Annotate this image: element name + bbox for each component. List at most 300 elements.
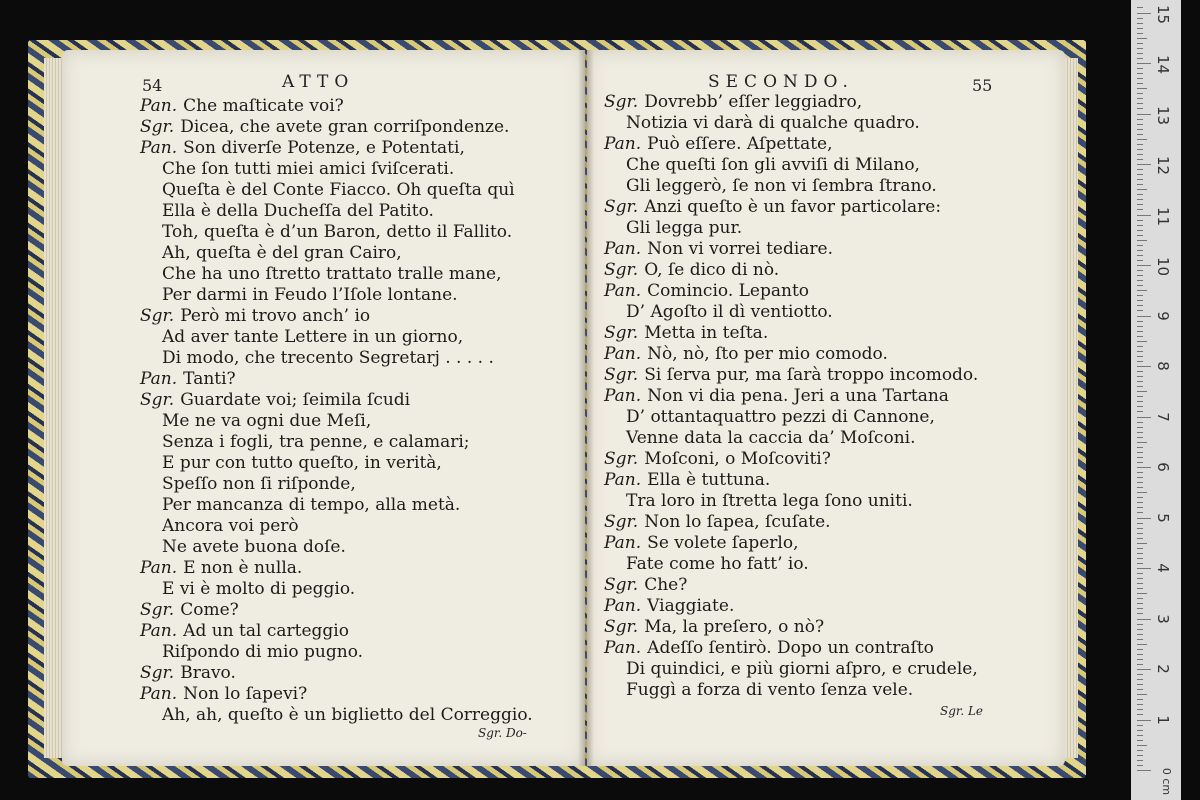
ruler-number: 7 bbox=[1154, 411, 1172, 422]
ruler-tick bbox=[1137, 523, 1143, 524]
ruler-tick bbox=[1137, 194, 1143, 195]
verse-line bbox=[140, 180, 560, 201]
verse-line bbox=[604, 113, 1004, 134]
ruler-tick bbox=[1137, 351, 1143, 352]
ruler-tick bbox=[1137, 417, 1151, 418]
ruler-tick bbox=[1137, 189, 1147, 190]
verse-line bbox=[604, 491, 1004, 512]
ruler-number: 3 bbox=[1154, 613, 1172, 624]
speaker-label: Sgr. bbox=[140, 117, 175, 137]
right-page-number: 55 bbox=[972, 76, 993, 95]
verse-text: Venne data la caccia da’ Moſconi. bbox=[626, 428, 916, 448]
verse-text: E vi è molto di peggio. bbox=[162, 579, 356, 599]
verse-line bbox=[604, 680, 1004, 701]
ruler-tick bbox=[1137, 199, 1143, 200]
ruler-tick bbox=[1137, 538, 1143, 539]
verse-line bbox=[140, 411, 560, 432]
ruler-tick bbox=[1137, 366, 1151, 367]
ruler-tick bbox=[1137, 593, 1147, 594]
speaker-label: Sgr. bbox=[140, 663, 175, 683]
ruler-tick bbox=[1137, 684, 1143, 685]
verse-line bbox=[604, 659, 1004, 680]
ruler-tick bbox=[1137, 93, 1143, 94]
ruler-tick bbox=[1137, 250, 1143, 251]
verse-text: Può eſſere. Aſpettate, bbox=[647, 134, 833, 154]
ruler-tick bbox=[1137, 43, 1143, 44]
verse-line bbox=[140, 348, 560, 369]
ruler-tick bbox=[1137, 714, 1143, 715]
verse-text: Però mi trovo anch’ io bbox=[180, 306, 371, 326]
ruler-number: 2 bbox=[1154, 664, 1172, 674]
ruler-tick bbox=[1137, 588, 1143, 589]
ruler-tick bbox=[1137, 649, 1143, 650]
ruler-tick bbox=[1137, 371, 1143, 372]
ruler-tick bbox=[1137, 578, 1143, 579]
ruler-tick bbox=[1137, 321, 1143, 322]
ruler-tick bbox=[1137, 98, 1143, 99]
verse-text: Dicea, che avete gran corriſpondenze. bbox=[180, 117, 510, 137]
verse-line bbox=[140, 201, 560, 222]
ruler-tick bbox=[1137, 209, 1143, 210]
ruler-tick bbox=[1137, 745, 1147, 746]
verse-line bbox=[140, 222, 560, 243]
verse-text: Tra loro in ſtretta lega ſono uniti. bbox=[626, 491, 913, 511]
verse-line bbox=[140, 285, 560, 306]
verse-line bbox=[140, 579, 560, 600]
ruler-tick bbox=[1137, 285, 1143, 286]
verse-line bbox=[140, 96, 560, 117]
ruler-tick bbox=[1137, 568, 1151, 569]
ruler-tick bbox=[1137, 275, 1143, 276]
verse-line bbox=[140, 663, 560, 684]
ruler-tick bbox=[1137, 603, 1143, 604]
speaker-label: Pan. bbox=[604, 239, 642, 259]
ruler-tick bbox=[1137, 699, 1143, 700]
verse-text: Fate come ho fatt’ io. bbox=[626, 554, 809, 574]
ruler-unit-label: 0 cm bbox=[1160, 767, 1174, 796]
ruler-tick bbox=[1137, 735, 1143, 736]
verse-line bbox=[140, 327, 560, 348]
verse-text: Ad aver tante Lettere in un giorno, bbox=[162, 327, 464, 347]
ruler-tick bbox=[1137, 255, 1143, 256]
ruler-tick bbox=[1137, 220, 1143, 221]
verse-line bbox=[604, 428, 1004, 449]
ruler-tick bbox=[1137, 674, 1143, 675]
ruler-tick bbox=[1137, 573, 1143, 574]
book-gutter bbox=[578, 50, 594, 766]
ruler-tick bbox=[1137, 73, 1143, 74]
ruler-tick bbox=[1137, 13, 1151, 14]
ruler-tick bbox=[1137, 760, 1143, 761]
ruler-tick bbox=[1137, 452, 1143, 453]
verse-text: Notizia vi darà di qualche quadro. bbox=[626, 113, 920, 133]
verse-text: Dovrebb’ eſſer leggiadro, bbox=[644, 92, 863, 112]
verse-text: Che ha uno ſtretto trattato tralle mane, bbox=[162, 264, 502, 284]
ruler-tick bbox=[1137, 533, 1143, 534]
verse-text: Ella è tuttuna. bbox=[647, 470, 771, 490]
right-catchword: Sgr. Le bbox=[940, 704, 984, 718]
verse-text: Bravo. bbox=[180, 663, 236, 683]
speaker-label: Sgr. bbox=[604, 365, 639, 385]
verse-line bbox=[140, 705, 560, 726]
ruler-tick bbox=[1137, 583, 1143, 584]
ruler-tick bbox=[1137, 543, 1147, 544]
ruler-tick bbox=[1137, 78, 1143, 79]
verse-text: Comincio. Lepanto bbox=[647, 281, 810, 301]
ruler-tick bbox=[1137, 331, 1143, 332]
ruler-tick bbox=[1137, 290, 1147, 291]
ruler-tick bbox=[1137, 164, 1151, 165]
verse-line bbox=[604, 323, 1004, 344]
ruler-tick bbox=[1137, 215, 1151, 216]
ruler-tick bbox=[1137, 765, 1143, 766]
verse-line bbox=[604, 281, 1004, 302]
verse-text: Ella è della Ducheſſa del Patito. bbox=[162, 201, 434, 221]
verse-text: Non lo ſapevi? bbox=[183, 684, 308, 704]
verse-line bbox=[140, 138, 560, 159]
verse-text: Non lo ſapea, ſcuſate. bbox=[644, 512, 831, 532]
ruler-tick bbox=[1137, 563, 1143, 564]
ruler-tick bbox=[1137, 492, 1147, 493]
ruler-tick bbox=[1137, 613, 1143, 614]
ruler-tick bbox=[1137, 265, 1151, 266]
verse-text: Ad un tal carteggio bbox=[183, 621, 349, 641]
verse-text: Speſſo non ſi riſponde, bbox=[162, 474, 356, 494]
verse-text: Me ne va ogni due Meſi, bbox=[162, 411, 372, 431]
ruler-tick bbox=[1137, 230, 1143, 231]
verse-line bbox=[604, 176, 1004, 197]
verse-line bbox=[140, 642, 560, 663]
right-page-text bbox=[604, 92, 1004, 701]
ruler-tick bbox=[1137, 139, 1147, 140]
speaker-label: Sgr. bbox=[140, 306, 175, 326]
verse-text: Riſpondo di mio pugno. bbox=[162, 642, 364, 662]
ruler-tick bbox=[1137, 512, 1143, 513]
verse-text: Di modo, che trecento Segretarj . . . . . bbox=[162, 348, 494, 368]
verse-text: Metta in teſta. bbox=[644, 323, 769, 343]
ruler-tick bbox=[1137, 154, 1143, 155]
verse-text: Per darmi in Feudo l’Iſole lontane. bbox=[162, 285, 458, 305]
ruler-tick bbox=[1137, 225, 1143, 226]
ruler-tick bbox=[1137, 134, 1143, 135]
verse-line bbox=[140, 306, 560, 327]
verse-line bbox=[604, 449, 1004, 470]
ruler-tick bbox=[1137, 730, 1143, 731]
verse-text: Che ſon tutti miei amici ſviſcerati. bbox=[162, 159, 455, 179]
ruler-tick bbox=[1137, 553, 1143, 554]
ruler-tick bbox=[1137, 432, 1143, 433]
ruler-tick bbox=[1137, 108, 1143, 109]
verse-line bbox=[140, 453, 560, 474]
verse-text: Nò, nò, ſto per mio comodo. bbox=[647, 344, 888, 364]
verse-line bbox=[140, 117, 560, 138]
ruler-tick bbox=[1137, 709, 1143, 710]
ruler-tick bbox=[1137, 401, 1143, 402]
ruler-tick bbox=[1137, 295, 1143, 296]
ruler-tick bbox=[1137, 462, 1143, 463]
ruler-tick bbox=[1137, 518, 1151, 519]
verse-text: Son diverſe Potenze, e Potentati, bbox=[183, 138, 465, 158]
verse-line bbox=[140, 621, 560, 642]
ruler-tick bbox=[1137, 33, 1143, 34]
verse-line bbox=[140, 558, 560, 579]
speaker-label: Sgr. bbox=[604, 197, 639, 217]
verse-text: Come? bbox=[180, 600, 239, 620]
speaker-label: Pan. bbox=[604, 470, 642, 490]
ruler-tick bbox=[1137, 598, 1143, 599]
verse-text: Ancora voi però bbox=[162, 516, 299, 536]
ruler-tick bbox=[1137, 204, 1143, 205]
ruler-tick bbox=[1137, 629, 1143, 630]
ruler-tick bbox=[1137, 391, 1147, 392]
speaker-label: Sgr. bbox=[604, 260, 639, 280]
verse-text: Viaggiate. bbox=[647, 596, 735, 616]
verse-line bbox=[604, 155, 1004, 176]
verse-line bbox=[604, 470, 1004, 491]
ruler-tick bbox=[1137, 68, 1143, 69]
verse-line bbox=[604, 596, 1004, 617]
speaker-label: Pan. bbox=[140, 138, 178, 158]
left-page-text bbox=[140, 96, 560, 726]
ruler-tick bbox=[1137, 28, 1143, 29]
ruler-number: 15 bbox=[1154, 4, 1172, 24]
ruler-tick bbox=[1137, 422, 1143, 423]
verse-line bbox=[604, 92, 1004, 113]
ruler-tick bbox=[1137, 103, 1143, 104]
ruler-number: 6 bbox=[1154, 462, 1172, 472]
left-page-number: 54 bbox=[142, 76, 163, 95]
ruler-tick bbox=[1137, 447, 1143, 448]
ruler-tick bbox=[1137, 381, 1143, 382]
verse-text: Che maſticate voi? bbox=[183, 96, 344, 116]
speaker-label: Sgr. bbox=[604, 92, 639, 112]
ruler-tick bbox=[1137, 608, 1143, 609]
ruler-tick bbox=[1137, 63, 1151, 64]
ruler-tick bbox=[1137, 114, 1151, 115]
ruler-tick bbox=[1137, 53, 1143, 54]
verse-text: Che queſti ſon gli avviſi di Milano, bbox=[626, 155, 920, 175]
speaker-label: Pan. bbox=[140, 621, 178, 641]
ruler-tick bbox=[1137, 280, 1143, 281]
ruler-tick bbox=[1137, 457, 1143, 458]
verse-text: Guardate voi; ſeimila ſcudi bbox=[180, 390, 411, 410]
verse-line bbox=[604, 512, 1004, 533]
verse-text: Gli leggerò, ſe non vi ſembra ſtrano. bbox=[626, 176, 937, 196]
ruler-tick bbox=[1137, 639, 1143, 640]
verse-text: O, ſe dico di nò. bbox=[644, 260, 780, 280]
verse-text: Se volete ſaperlo, bbox=[647, 533, 799, 553]
speaker-label: Sgr. bbox=[604, 617, 639, 637]
ruler-number: 10 bbox=[1154, 257, 1172, 277]
ruler-tick bbox=[1137, 119, 1143, 120]
speaker-label: Pan. bbox=[604, 281, 642, 301]
verse-line bbox=[604, 407, 1004, 428]
speaker-label: Pan. bbox=[604, 134, 642, 154]
ruler-tick bbox=[1137, 361, 1143, 362]
ruler-tick bbox=[1137, 659, 1143, 660]
verse-line bbox=[140, 369, 560, 390]
ruler-tick bbox=[1137, 300, 1143, 301]
ruler-tick bbox=[1137, 149, 1143, 150]
ruler-tick bbox=[1137, 502, 1143, 503]
ruler-tick bbox=[1137, 548, 1143, 549]
verse-text: Per mancanza di tempo, alla metà. bbox=[162, 495, 461, 515]
verse-line bbox=[604, 344, 1004, 365]
verse-line bbox=[604, 218, 1004, 239]
verse-text: Non vi dia pena. Jeri a una Tartana bbox=[647, 386, 949, 406]
verse-line bbox=[140, 537, 560, 558]
ruler-tick bbox=[1137, 406, 1143, 407]
speaker-label: Pan. bbox=[140, 96, 178, 116]
verse-line bbox=[140, 159, 560, 180]
ruler-tick bbox=[1137, 482, 1143, 483]
ruler-tick bbox=[1137, 144, 1143, 145]
speaker-label: Sgr. bbox=[604, 323, 639, 343]
verse-text: Tanti? bbox=[183, 369, 236, 389]
speaker-label: Sgr. bbox=[604, 449, 639, 469]
speaker-label: Sgr. bbox=[140, 390, 175, 410]
verse-text: Non vi vorrei tediare. bbox=[647, 239, 834, 259]
ruler-tick bbox=[1137, 184, 1143, 185]
speaker-label: Sgr. bbox=[604, 512, 639, 532]
speaker-label: Pan. bbox=[604, 638, 642, 658]
ruler-tick bbox=[1137, 270, 1143, 271]
verse-line bbox=[140, 684, 560, 705]
right-running-head: SECONDO. bbox=[708, 72, 854, 92]
ruler-number: 8 bbox=[1154, 361, 1172, 371]
verse-line bbox=[604, 386, 1004, 407]
ruler-tick bbox=[1137, 23, 1143, 24]
ruler-tick bbox=[1137, 326, 1143, 327]
ruler-number: 5 bbox=[1154, 512, 1172, 523]
ruler-tick bbox=[1137, 654, 1143, 655]
ruler-tick bbox=[1137, 260, 1143, 261]
verse-text: Anzi queſto è un favor particolare: bbox=[644, 197, 942, 217]
speaker-label: Pan. bbox=[604, 344, 642, 364]
speaker-label: Pan. bbox=[140, 684, 178, 704]
verse-line bbox=[604, 575, 1004, 596]
ruler-tick bbox=[1137, 477, 1143, 478]
ruler-number: 13 bbox=[1154, 105, 1172, 125]
verse-line bbox=[140, 495, 560, 516]
ruler-tick bbox=[1137, 467, 1151, 468]
ruler-tick bbox=[1137, 442, 1147, 443]
ruler-number: 12 bbox=[1154, 156, 1172, 176]
verse-text: Ma, la preſero, o nò? bbox=[644, 617, 825, 637]
ruler-tick bbox=[1137, 235, 1143, 236]
verse-text: E pur con tutto queſto, in verità, bbox=[162, 453, 442, 473]
ruler-tick bbox=[1137, 624, 1143, 625]
ruler-number: 4 bbox=[1154, 563, 1172, 573]
ruler-tick bbox=[1137, 644, 1147, 645]
verse-line bbox=[604, 554, 1004, 575]
ruler-tick bbox=[1137, 704, 1143, 705]
verse-text: D’ Agoſto il dì ventiotto. bbox=[626, 302, 833, 322]
verse-text: Senza i fogli, tra penne, e calamari; bbox=[162, 432, 470, 452]
ruler-tick bbox=[1137, 750, 1143, 751]
verse-text: Ne avete buona doſe. bbox=[162, 537, 346, 557]
ruler-tick bbox=[1137, 720, 1151, 721]
speaker-label: Pan. bbox=[604, 596, 642, 616]
speaker-label: Pan. bbox=[604, 386, 642, 406]
verse-text: Ah, ah, queſto è un biglietto del Correggio. bbox=[162, 705, 533, 725]
ruler-tick bbox=[1137, 740, 1143, 741]
ruler-tick bbox=[1137, 316, 1151, 317]
ruler-tick bbox=[1137, 376, 1143, 377]
ruler-tick bbox=[1137, 411, 1143, 412]
verse-text: E non è nulla. bbox=[183, 558, 303, 578]
ruler-tick bbox=[1137, 18, 1143, 19]
ruler-tick bbox=[1137, 58, 1143, 59]
ruler-number: 9 bbox=[1154, 310, 1172, 321]
ruler-tick bbox=[1137, 770, 1151, 771]
verse-line bbox=[140, 600, 560, 621]
ruler-tick bbox=[1137, 341, 1147, 342]
verse-line bbox=[140, 264, 560, 285]
ruler-tick bbox=[1137, 487, 1143, 488]
ruler-tick bbox=[1137, 124, 1143, 125]
verse-text: Toh, queſta è d’un Baron, detto il Fallito. bbox=[162, 222, 513, 242]
ruler-tick bbox=[1137, 396, 1143, 397]
ruler-tick bbox=[1137, 310, 1143, 311]
ruler-tick bbox=[1137, 634, 1143, 635]
ruler-tick bbox=[1137, 694, 1147, 695]
verse-line bbox=[140, 474, 560, 495]
verse-line bbox=[140, 432, 560, 453]
verse-line bbox=[604, 617, 1004, 638]
verse-text: Adeſſo ſentirò. Dopo un contraſto bbox=[647, 638, 934, 658]
verse-line bbox=[140, 390, 560, 411]
verse-text: Queſta è del Conte Fiacco. Oh queſta quì bbox=[162, 180, 515, 200]
ruler-tick bbox=[1137, 669, 1151, 670]
verse-text: D’ ottantaquattro pezzi di Cannone, bbox=[626, 407, 935, 427]
verse-line bbox=[604, 533, 1004, 554]
ruler-tick bbox=[1137, 88, 1147, 89]
verse-line bbox=[604, 134, 1004, 155]
ruler-tick bbox=[1137, 725, 1143, 726]
ruler-tick bbox=[1137, 336, 1143, 337]
ruler-tick bbox=[1137, 679, 1143, 680]
ruler-tick bbox=[1137, 83, 1143, 84]
speaker-label: Pan. bbox=[140, 558, 178, 578]
speaker-label: Sgr. bbox=[140, 600, 175, 620]
ruler-tick bbox=[1137, 437, 1143, 438]
verse-line bbox=[604, 260, 1004, 281]
verse-text: Ah, queſta è del gran Cairo, bbox=[162, 243, 402, 263]
verse-text: Si ſerva pur, ma ſarà troppo incomodo. bbox=[644, 365, 979, 385]
verse-text: Gli legga pur. bbox=[626, 218, 743, 238]
ruler-tick bbox=[1137, 38, 1147, 39]
verse-line bbox=[604, 197, 1004, 218]
ruler-tick bbox=[1137, 689, 1143, 690]
ruler-tick bbox=[1137, 619, 1151, 620]
ruler-tick bbox=[1137, 240, 1147, 241]
verse-line bbox=[140, 243, 560, 264]
verse-text: Di quindici, e più giorni aſpro, e crudele, bbox=[626, 659, 978, 679]
speaker-label: Pan. bbox=[604, 533, 642, 553]
ruler-tick bbox=[1137, 174, 1143, 175]
ruler-number: 14 bbox=[1154, 55, 1172, 75]
ruler-tick bbox=[1137, 497, 1143, 498]
ruler-tick bbox=[1137, 664, 1143, 665]
ruler-tick bbox=[1137, 472, 1143, 473]
ruler-tick bbox=[1137, 507, 1143, 508]
ruler-tick bbox=[1137, 558, 1143, 559]
ruler-tick bbox=[1137, 346, 1143, 347]
ruler-number: 11 bbox=[1154, 206, 1172, 226]
ruler-tick bbox=[1137, 755, 1143, 756]
ruler-tick bbox=[1137, 129, 1143, 130]
